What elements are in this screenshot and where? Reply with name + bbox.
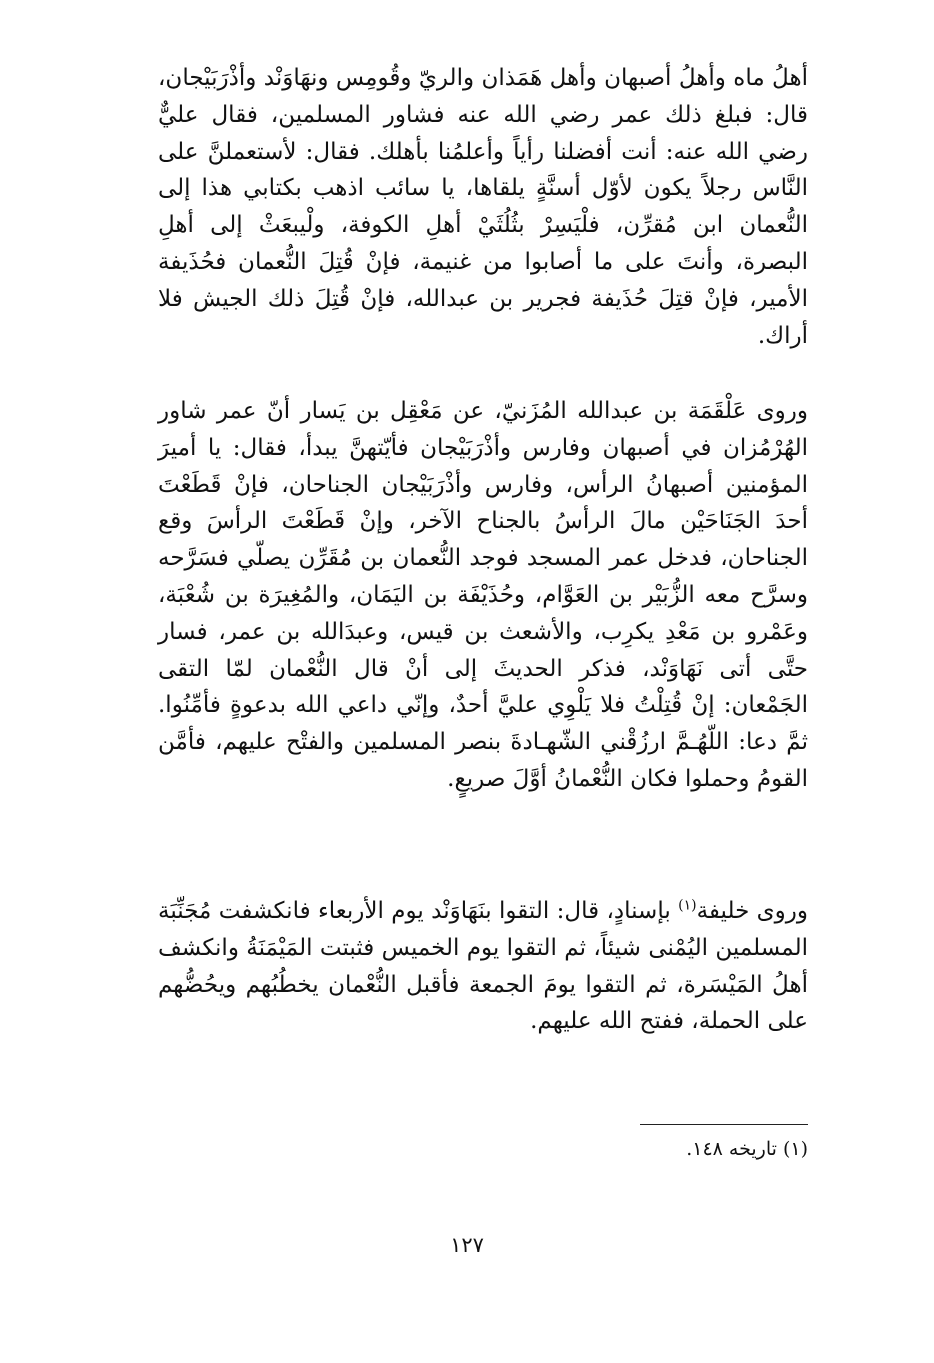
body-paragraph-2 (158, 393, 808, 798)
footnote: (١) تاريخه ١٤٨. (686, 1138, 808, 1160)
page-number: ١٢٧ (450, 1233, 484, 1257)
footnote-reference-marker: (١) (678, 897, 697, 914)
paragraph-1-text: أهلُ ماه وأهلُ أصبهان وأهل هَمَذان والريّ وقُومِس ونهَاوَنْد وأذْرَبَيْجان، قال: فبلغ ذلك عمر رضي الله عنه فشاور المسلمين، فقال عليٌّ رضي الله عنه: أنت أفضلنا رأياً وأعلمُنا بأهلك. فقال: لأستعملنَّ على النَّاس رجلاً يكون لأوّل أسنَّةٍ يلقاها، يا سائب اذهب بكتابي هذا إلى النُّعمان ابن مُقرِّن، فلْيَسِرْ بثُلُثَيْ أهلِ الكوفة، ولْيبعَثْ إلى أهلِ البصرة، وأنتَ على ما أصابوا من غنيمة، فإنْ قُتِلَ النُّعمان فحُذَيفة الأمير، فإنْ قتِلَ حُذَيفة فجرير بن عبدالله، فإنْ قُتِلَ ذلك الجيش فلا أراك. (158, 65, 808, 349)
body-paragraph-3 (158, 893, 808, 1040)
footnote-separator (640, 1124, 808, 1125)
paragraph-3-text-start: وروى خليفة (696, 898, 809, 924)
body-paragraph-1 (158, 60, 808, 354)
paragraph-2-text: وروى عَلْقَمَة بن عبدالله المُزَنيّ، عن مَعْقِل بن يَسار أنّ عمر شاور الهُرْمُزان في أصبهان وفارس وأذْرَبَيْجان فأيّتهنَّ يبدأ، فقال: يا أميرَ المؤمنين أصبهانُ الرأس، وفارس وأذْرَبَيْجان الجناحان، فإنْ قَطَعْتَ أحدَ الجَنَاحَيْن مالَ الرأسُ بالجناح الآخر، وإنْ قَطَعْتَ الرأسَ وقع الجناحان، فدخل عمر المسجد فوجد النُّعمان بن مُقَرِّن يصلّي فسَرَّحه وسرَّح معه الزُّبَيْر بن العَوَّام، وحُذَيْفَة بن اليَمَان، والمُغِيرَة بن شُعْبَة، وعَمْرو بن مَعْدِ يكرِب، والأشعث بن قيس، وعبدَالله بن عمر، فسار حتَّى أتى نَهَاوَنْد، فذكر الحديثَ إلى أنْ قال النُّعْمان لمّا التقى الجَمْعان: إنْ قُتِلْتُ فلا يَلْوِي عليَّ أحدٌ، وإنّي داعي الله بدعوةٍ فأمِّنُوا. ثمَّ دعا: اللّهُـمَّ ارزُقْني الشّهـادةَ بنصر المسلمين والفتْح عليهم، فأمَّن القومُ وحملوا فكان النُّعْمانُ أوَّلَ صريعٍ. (158, 398, 808, 792)
paragraph-3-text-rest: بإسنادٍ، قال: التقوا بنَهَاوَنْد يوم الأربعاء فانكشفت مُجَنِّبَة المسلمين اليُمْنى شيئاً، ثم التقوا يوم الخميس فثبتت المَيْمَنَةُ وانكشف أهلُ المَيْسَرة، ثم التقوا يومَ الجمعة فأقبل النُّعْمان يخطُبُهم ويحُضُّهم على الحملة، ففتح الله عليهم. (158, 898, 808, 1035)
